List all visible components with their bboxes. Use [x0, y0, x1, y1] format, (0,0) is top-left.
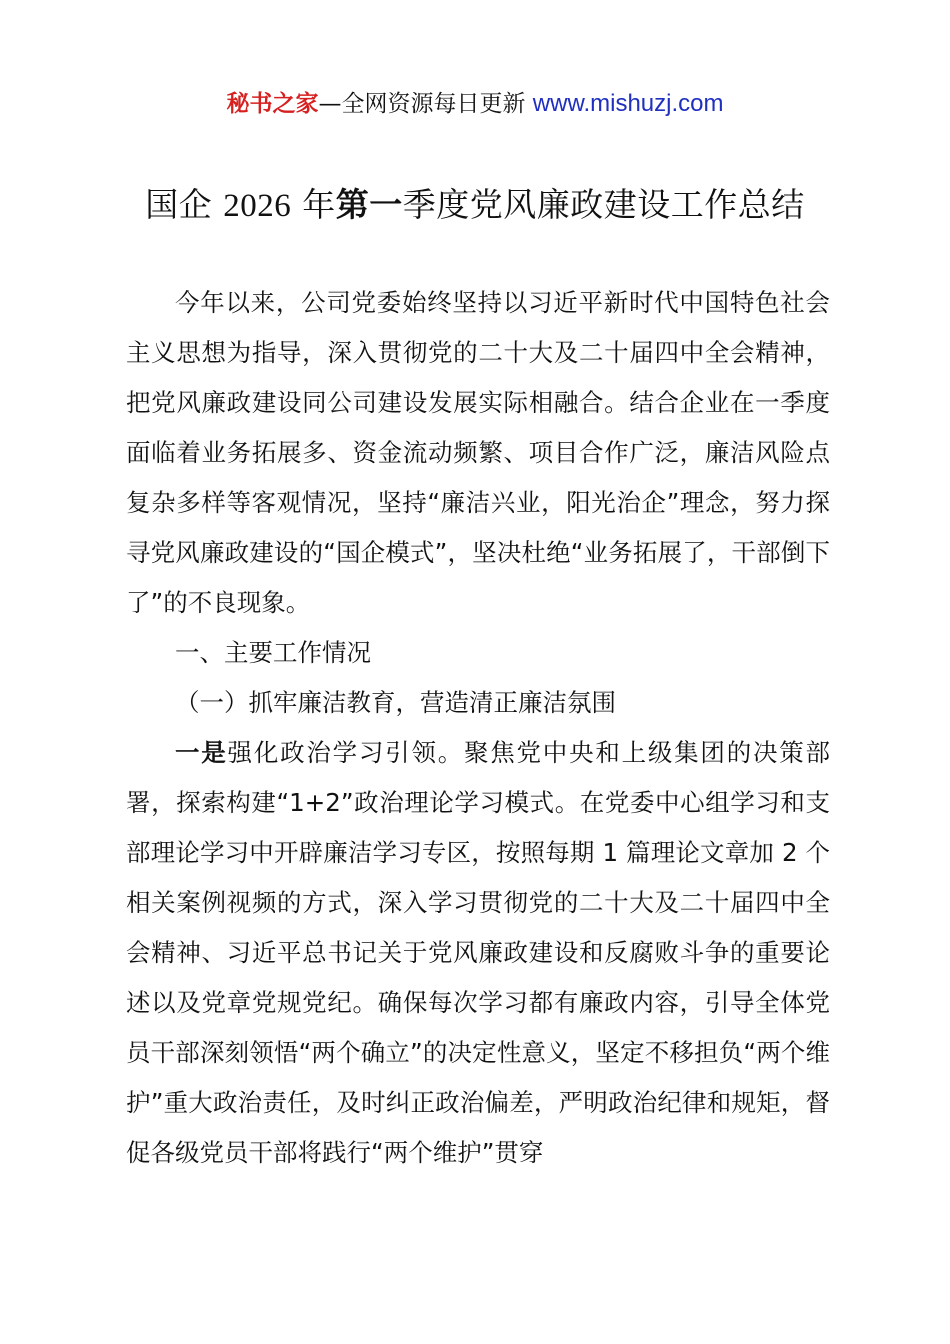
item-paragraph: [126, 728, 830, 1178]
item-text: 强化政治学习引领。聚焦党中央和上级集团的决策部署，探索构建“1+2”政治理论学习模式。在党委中心组学习和支部理论学习中开辟廉洁学习专区，按照每期 1 篇理论文章加 2 个相关案例视频的方式，深入学习贯彻党的二十大及二十届四中全会精神、习近平总书记关于党风廉政建设和反腐败斗争的重要论述以及党章党规党纪。确保每次学习都有廉政内容，引导全体党员干部深刻领悟“两个确立”的决定性意义，坚定不移担负“两个维护”重大政治责任，及时纠正政治偏差，严明政治纪律和规矩，督促各级党员干部将践行“两个维护”贯穿: [126, 738, 831, 1167]
title-bold-part: 第一: [335, 185, 403, 224]
document-body: [126, 278, 830, 1178]
header-tagline: —全网资源每日更新: [318, 91, 533, 117]
subsection-heading: （一）抓牢廉洁教育，营造清正廉洁氛围: [175, 688, 616, 717]
title-part-3: 季度党风廉政建设工作总结: [402, 185, 805, 224]
site-url-link[interactable]: www.mishuzj.com: [532, 90, 724, 117]
site-header: [0, 88, 950, 120]
title-part-1: 国企: [145, 185, 224, 224]
title-part-2: 年: [291, 185, 336, 224]
intro-paragraph: 今年以来，公司党委始终坚持以习近平新时代中国特色社会主义思想为指导，深入贯彻党的二十大及二十届四中全会精神，把党风廉政建设同公司建设发展实际相融合。结合企业在一季度面临着业务拓展多、资金流动频繁、项目合作广泛，廉洁风险点复杂多样等客观情况，坚持“廉洁兴业，阳光治企”理念，努力探寻党风廉政建设的“国企模式”，坚决杜绝“业务拓展了，干部倒下了”的不良现象。: [126, 288, 830, 617]
item-lead: 一是: [175, 738, 228, 767]
brand-name: 秘书之家: [226, 91, 319, 117]
document-title: [0, 182, 950, 229]
section-heading: 一、主要工作情况: [175, 638, 371, 667]
title-year: 2026: [223, 188, 292, 224]
